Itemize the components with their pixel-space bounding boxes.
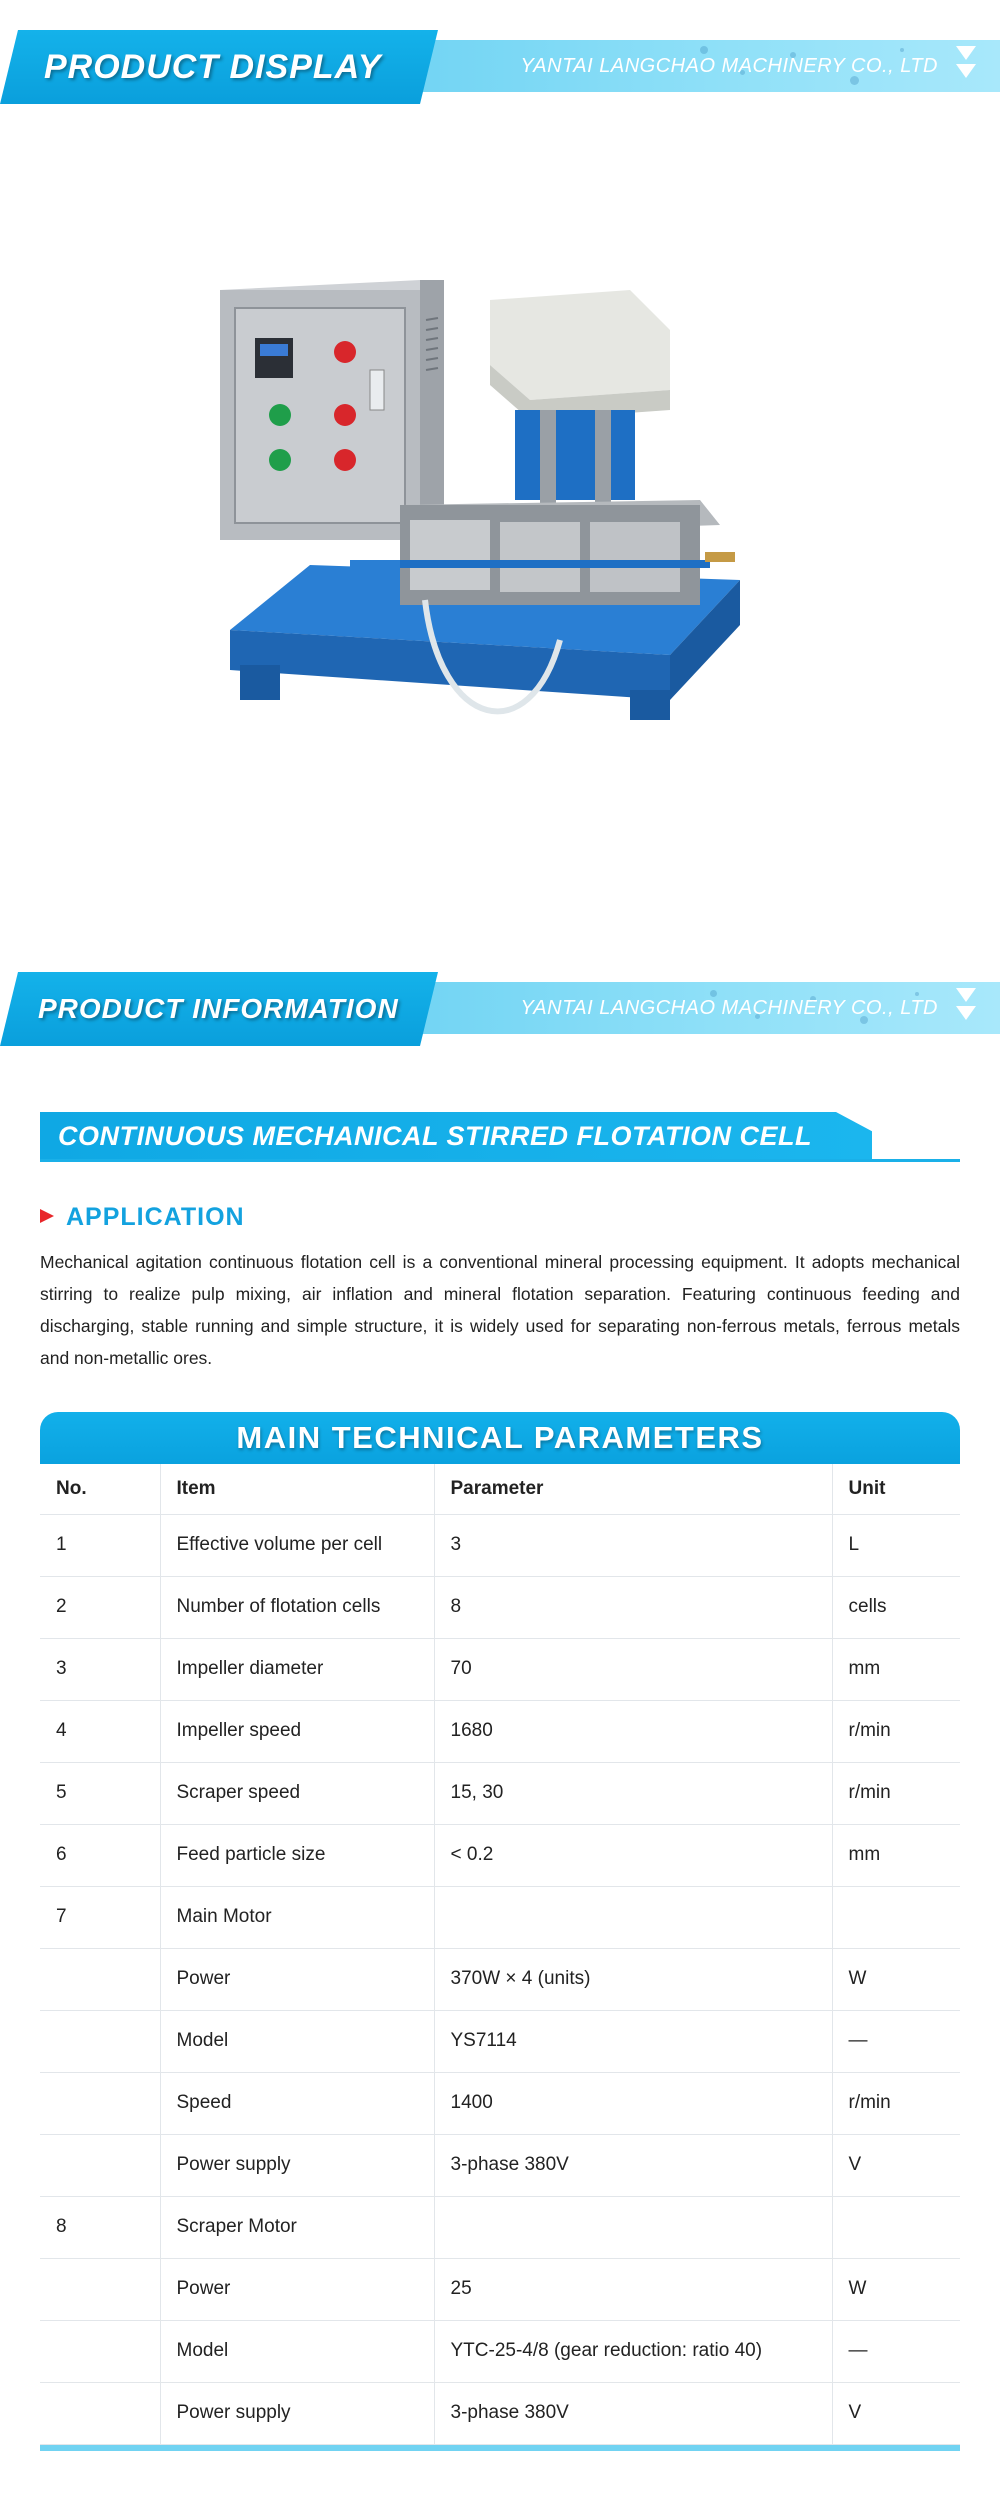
row-item: Impeller speed	[160, 1700, 434, 1762]
column-header: Unit	[832, 1464, 960, 1514]
row-number: 2	[40, 1576, 160, 1638]
double-chevron-down-icon	[956, 988, 978, 1028]
row-unit: mm	[832, 1824, 960, 1886]
column-header: No.	[40, 1464, 160, 1514]
application-heading-text: APPLICATION	[66, 1203, 245, 1231]
technical-parameters	[40, 1412, 960, 2451]
row-parameter: 8	[434, 1576, 832, 1638]
double-chevron-down-icon	[956, 46, 978, 86]
row-number	[40, 2382, 160, 2444]
column-header: Parameter	[434, 1464, 832, 1514]
row-number: 7	[40, 1886, 160, 1948]
row-number: 1	[40, 1514, 160, 1576]
row-item: Feed particle size	[160, 1824, 434, 1886]
table-row	[40, 2320, 960, 2382]
row-parameter: 1400	[434, 2072, 832, 2134]
row-unit	[832, 2196, 960, 2258]
flotation-cell-machine-image	[200, 260, 820, 840]
table-row	[40, 2382, 960, 2444]
row-unit: W	[832, 1948, 960, 2010]
table-row	[40, 2134, 960, 2196]
row-item: Impeller diameter	[160, 1638, 434, 1700]
row-parameter: 70	[434, 1638, 832, 1700]
column-header: Item	[160, 1464, 434, 1514]
table-row	[40, 2196, 960, 2258]
row-parameter: 15, 30	[434, 1762, 832, 1824]
table-row	[40, 1700, 960, 1762]
table-row	[40, 1638, 960, 1700]
application-text: Mechanical agitation continuous flotation cell is a conventional mineral processing equipment. It adopts mechanical stirring to realize pulp mixing, air inflation and mineral flotation separation. Featuring continuous feeding and discharging, stable running and simple structure, it is widely used for separating non-ferrous metals, ferrous metals and non-metallic ores.	[40, 1252, 960, 1368]
row-number: 3	[40, 1638, 160, 1700]
table-row	[40, 1576, 960, 1638]
row-parameter: 25	[434, 2258, 832, 2320]
product-information-banner	[0, 972, 1000, 1046]
row-unit: V	[832, 2382, 960, 2444]
table-row	[40, 1886, 960, 1948]
parameters-heading: MAIN TECHNICAL PARAMETERS	[40, 1412, 960, 1464]
table-row	[40, 1762, 960, 1824]
row-unit: mm	[832, 1638, 960, 1700]
row-item: Power	[160, 1948, 434, 2010]
row-parameter	[434, 1886, 832, 1948]
row-number: 6	[40, 1824, 160, 1886]
table-row	[40, 2010, 960, 2072]
row-item: Power supply	[160, 2382, 434, 2444]
row-parameter: YS7114	[434, 2010, 832, 2072]
row-number	[40, 2010, 160, 2072]
row-item: Model	[160, 2010, 434, 2072]
banner-title: PRODUCT DISPLAY	[44, 48, 382, 86]
table-row	[40, 1514, 960, 1576]
row-item: Scraper Motor	[160, 2196, 434, 2258]
row-item: Power supply	[160, 2134, 434, 2196]
row-number	[40, 1948, 160, 2010]
row-unit: —	[832, 2320, 960, 2382]
row-item: Power	[160, 2258, 434, 2320]
row-parameter	[434, 2196, 832, 2258]
company-name: YANTAI LANGCHAO MACHINERY CO., LTD	[520, 997, 938, 1019]
row-parameter: 370W × 4 (units)	[434, 1948, 832, 2010]
parameters-table	[40, 1464, 960, 2445]
row-number: 4	[40, 1700, 160, 1762]
row-number	[40, 2258, 160, 2320]
row-item: Number of flotation cells	[160, 1576, 434, 1638]
row-number	[40, 2134, 160, 2196]
row-item: Speed	[160, 2072, 434, 2134]
row-parameter: 3-phase 380V	[434, 2134, 832, 2196]
row-item: Main Motor	[160, 1886, 434, 1948]
table-row	[40, 2072, 960, 2134]
table-header-row	[40, 1464, 960, 1514]
row-unit: r/min	[832, 2072, 960, 2134]
table-footer-line	[40, 2445, 960, 2451]
table-row	[40, 1948, 960, 2010]
row-parameter: 3	[434, 1514, 832, 1576]
row-unit: r/min	[832, 1762, 960, 1824]
row-parameter: < 0.2	[434, 1824, 832, 1886]
row-item: Scraper speed	[160, 1762, 434, 1824]
product-title: CONTINUOUS MECHANICAL STIRRED FLOTATION CELL	[58, 1121, 812, 1151]
product-title-bar	[40, 1112, 960, 1164]
row-unit: cells	[832, 1576, 960, 1638]
row-number: 5	[40, 1762, 160, 1824]
company-name: YANTAI LANGCHAO MACHINERY CO., LTD	[520, 55, 938, 77]
row-parameter: YTC-25-4/8 (gear reduction: ratio 40)	[434, 2320, 832, 2382]
row-number: 8	[40, 2196, 160, 2258]
row-item: Model	[160, 2320, 434, 2382]
banner-title: PRODUCT INFORMATION	[38, 993, 399, 1024]
row-item: Effective volume per cell	[160, 1514, 434, 1576]
product-display-banner	[0, 30, 1000, 104]
table-row	[40, 1824, 960, 1886]
row-unit: —	[832, 2010, 960, 2072]
row-unit: W	[832, 2258, 960, 2320]
row-unit: V	[832, 2134, 960, 2196]
application-heading	[40, 1200, 245, 1234]
row-unit: r/min	[832, 1700, 960, 1762]
row-unit	[832, 1886, 960, 1948]
red-arrow-icon	[40, 1209, 54, 1223]
row-number	[40, 2072, 160, 2134]
row-unit: L	[832, 1514, 960, 1576]
row-parameter: 3-phase 380V	[434, 2382, 832, 2444]
table-row	[40, 2258, 960, 2320]
row-parameter: 1680	[434, 1700, 832, 1762]
row-number	[40, 2320, 160, 2382]
